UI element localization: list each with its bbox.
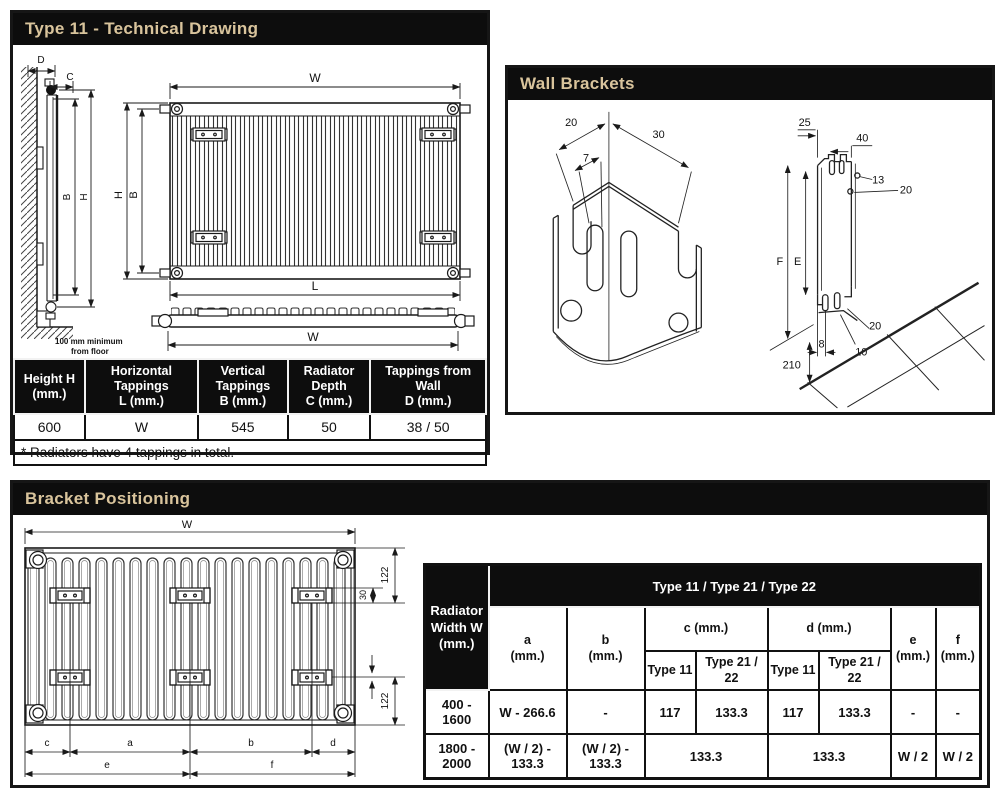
spec-value-horizontal: W [85, 414, 198, 440]
spec-header-tappings-wall: Tappings from Wall D (mm.) [370, 359, 486, 414]
positioning-table [423, 563, 982, 780]
pos-header-types-group: Type 11 / Type 21 / Type 22 [489, 565, 981, 608]
dim-label-h-front: H [113, 191, 125, 199]
spec-value-height: 600 [14, 414, 85, 440]
spec-table-footnote-row [14, 440, 486, 465]
wall-brackets-svg [508, 100, 992, 412]
dim-label-side-20-bottom: 20 [869, 320, 882, 333]
dim-label-b2: b [248, 738, 254, 749]
bracket-plate [170, 588, 210, 603]
dim-label-bracket-20: 20 [565, 116, 578, 129]
spec-table-header-row [14, 359, 486, 414]
pos-cell-b: (W / 2) - 133.3 [567, 734, 645, 779]
pos-header-c-type11: Type 11 [645, 651, 696, 690]
dim-label-122-bottom: 122 [380, 692, 391, 710]
dim-label-30: 30 [358, 589, 368, 601]
pos-cell-d-type11: 117 [768, 690, 819, 734]
pos-cell-e: W / 2 [891, 734, 936, 779]
panel-bracket-positioning-title: Bracket Positioning [25, 489, 191, 508]
spec-value-depth: 50 [288, 414, 371, 440]
dim-label-side-10: 10 [855, 346, 868, 359]
pos-table-subheader-row1 [425, 607, 981, 651]
pos-header-d-type2122: Type 21 / 22 [819, 651, 891, 690]
radiator-side-view [21, 55, 123, 356]
panel-wall-brackets [505, 65, 995, 415]
dim-label-e2: e [104, 760, 110, 771]
panel-technical-drawing [10, 10, 490, 460]
dim-label-w-top: W [309, 71, 321, 85]
pos-header-d-type11: Type 11 [768, 651, 819, 690]
floor-note-line1: 100 mm minimum [55, 337, 123, 346]
pos-cell-e: - [891, 690, 936, 734]
panel-wall-brackets-header [508, 68, 992, 100]
dim-label-w-bottom: W [307, 330, 319, 344]
bracket-edge-view [770, 117, 985, 408]
pos-cell-w-range: 400 - 1600 [425, 690, 489, 734]
dim-label-e: E [794, 255, 802, 268]
dim-label-d: D [37, 55, 45, 66]
pos-header-radiator-width: Radiator Width W (mm.) [425, 565, 489, 691]
pos-cell-c-type11: 117 [645, 690, 696, 734]
pos-cell-a: W - 266.6 [489, 690, 567, 734]
technical-drawing-svg [13, 45, 485, 358]
pos-cell-d: 133.3 [768, 734, 891, 779]
panel-bracket-positioning-header [13, 483, 987, 515]
dim-label-side-13: 13 [872, 174, 885, 187]
spec-table [13, 358, 487, 466]
dim-label-122-top: 122 [380, 566, 391, 584]
pos-header-f: f (mm.) [936, 607, 981, 690]
pos-table-row-1800-2000 [425, 734, 981, 779]
radiator-top-view [152, 307, 474, 351]
panel-wall-brackets-title: Wall Brackets [520, 74, 635, 93]
floor-note-line2: from floor [71, 347, 109, 356]
spec-header-depth: Radiator Depth C (mm.) [288, 359, 371, 414]
radiator-rear-view [25, 519, 405, 779]
spec-value-vertical: 545 [198, 414, 288, 440]
pos-header-c: c (mm.) [645, 607, 768, 651]
radiator-front-view [113, 71, 470, 301]
dim-label-side-210: 210 [782, 359, 801, 372]
pos-cell-c: 133.3 [645, 734, 768, 779]
dim-label-pos-w: W [181, 519, 193, 531]
spec-value-wall: 38 / 50 [370, 414, 486, 440]
dim-label-f: F [776, 255, 784, 268]
dim-label-side-25: 25 [798, 116, 811, 129]
dim-label-side-20-top: 20 [899, 184, 913, 197]
pos-cell-w-range: 1800 - 2000 [425, 734, 489, 779]
pos-cell-d-type2122: 133.3 [819, 690, 891, 734]
pos-header-d: d (mm.) [768, 607, 891, 651]
spec-header-height: Height H (mm.) [14, 359, 85, 414]
panel-bracket-positioning [10, 480, 990, 788]
dim-label-d2: d [330, 738, 336, 749]
panel-technical-drawing-title: Type 11 - Technical Drawing [25, 19, 259, 38]
dim-label-b-front: B [128, 191, 140, 199]
dim-label-bracket-30: 30 [652, 128, 665, 141]
pos-table-row-400-1600 [425, 690, 981, 734]
pos-header-c-type2122: Type 21 / 22 [696, 651, 768, 690]
dim-label-h-side: H [79, 193, 90, 201]
spec-header-horizontal-tappings: Horizontal Tappings L (mm.) [85, 359, 198, 414]
dim-label-side-8: 8 [818, 338, 825, 351]
bracket-plate [50, 588, 90, 603]
pos-cell-a: (W / 2) - 133.3 [489, 734, 567, 779]
dim-label-side-40: 40 [856, 132, 869, 145]
dim-label-bracket-7: 7 [583, 152, 590, 165]
pos-cell-c-type2122: 133.3 [696, 690, 768, 734]
pos-cell-f: W / 2 [936, 734, 981, 779]
dim-label-b-side: B [62, 193, 73, 201]
pos-header-a: a (mm.) [489, 607, 567, 690]
pos-header-e: e (mm.) [891, 607, 936, 690]
dim-label-c: C [66, 72, 74, 83]
spec-header-vertical-tappings: Vertical Tappings B (mm.) [198, 359, 288, 414]
positioning-content [13, 515, 987, 783]
pos-cell-f: - [936, 690, 981, 734]
bracket-isometric-view [553, 112, 701, 364]
spec-footnote: * Radiators have 4 tappings in total. [14, 440, 486, 465]
dim-label-a: a [127, 738, 133, 749]
dim-label-f2: f [270, 760, 274, 771]
dim-label-c2: c [44, 738, 50, 749]
pos-cell-b: - [567, 690, 645, 734]
positioning-drawing-svg [13, 515, 413, 783]
panel-technical-drawing-header [13, 13, 487, 45]
bracket-plate [292, 588, 332, 603]
pos-table-group-row [425, 565, 981, 608]
pos-header-b: b (mm.) [567, 607, 645, 690]
dim-label-l: L [311, 279, 319, 293]
spec-table-value-row [14, 414, 486, 440]
